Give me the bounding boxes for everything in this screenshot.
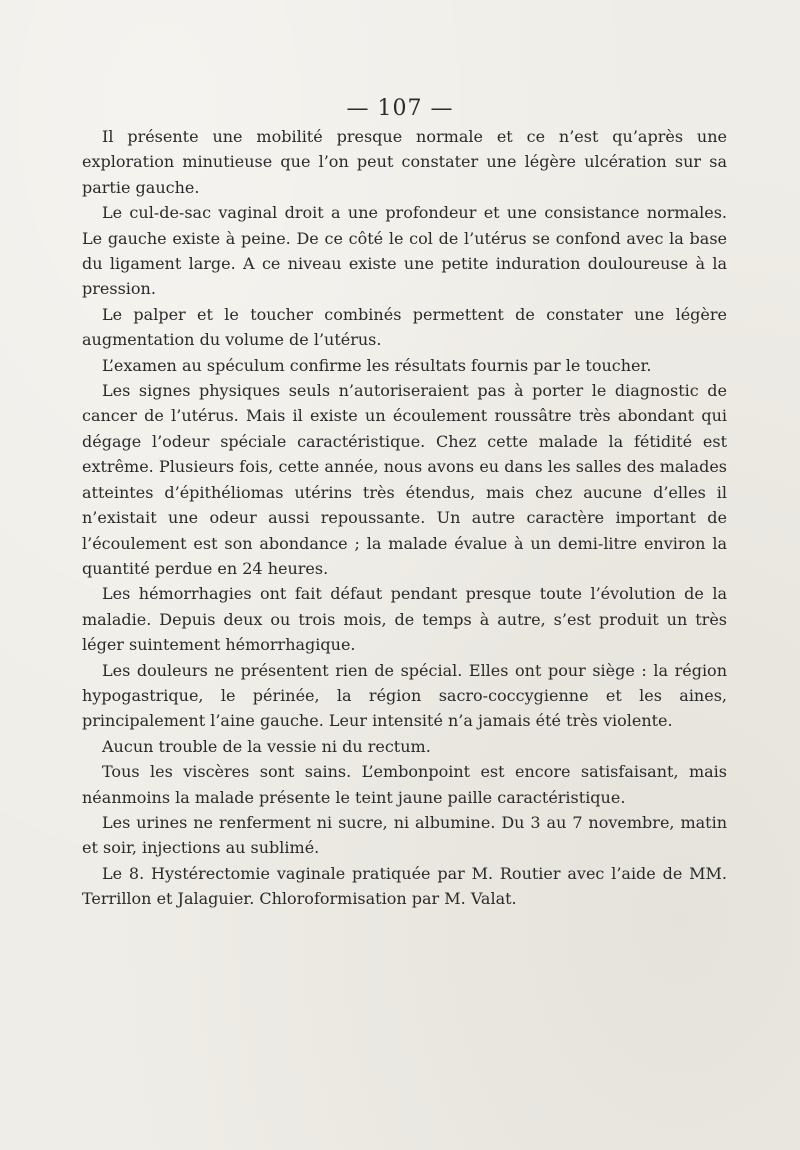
paragraph: Les douleurs ne présentent rien de spécial. Elles ont pour siège : la région hypogastrique, le périnée, la région sacro-coccygienne et les aines, principalement l’aine gauche. Leur intensité n’a jamais été très violente. xyxy=(82,660,727,731)
paragraph: Le palper et le toucher combinés permettent de constater une légère augmentation du volume de l’utérus. xyxy=(82,304,727,350)
paragraph: Le 8. Hystérectomie vaginale pratiquée par M. Routier avec l’aide de MM. Terrillon et Jalaguier. Chloroformisation par M. Valat. xyxy=(82,863,727,909)
paragraph: Le cul-de-sac vaginal droit a une profondeur et une consistance normales. Le gauche existe à peine. De ce côté le col de l’utérus se confond avec la base du ligament large. A ce niveau existe une petite induration douloureuse à la pression. xyxy=(82,203,727,299)
body-text xyxy=(82,124,727,912)
page-number: — 107 — xyxy=(346,96,454,121)
paragraph: Les signes physiques seuls n’autoriseraient pas à porter le diagnostic de cancer de l’utérus. Mais il existe un écoulement roussâtre très abondant qui dégage l’odeur spéciale caractéristique. Chez cette malade la fétidité est extrême. Plusieurs fois, cette année, nous avons eu dans les salles des malades atteintes d’épithéliomas utérins très étendus, mais chez aucune d’elles il n’existait une odeur aussi repoussante. Un autre caractère important de l’écoulement est son abondance ; la malade évalue à un demi-litre environ la quantité perdue en 24 heures. xyxy=(82,381,727,578)
paragraph: Les urines ne renferment ni sucre, ni albumine. Du 3 au 7 novembre, matin et soir, injections au sublimé. xyxy=(82,812,727,858)
paragraph: Tous les viscères sont sains. L’embonpoint est encore satisfaisant, mais néanmoins la malade présente le teint jaune paille caractéristique. xyxy=(82,762,727,807)
paragraph: Aucun trouble de la vessie ni du rectum. xyxy=(102,736,431,756)
paragraph: Il présente une mobilité presque normale et ce n’est qu’après une exploration minutieuse que l’on peut constater une légère ulcération sur sa partie gauche. xyxy=(82,127,727,197)
paragraph: Les hémorrhagies ont fait défaut pendant presque toute l’évolution de la maladie. Depuis deux ou trois mois, de temps à autre, s’est produit un très léger suintement hémorrhagique. xyxy=(82,584,727,655)
paragraph: L’examen au spéculum confirme les résultats fournis par le toucher. xyxy=(102,355,652,375)
